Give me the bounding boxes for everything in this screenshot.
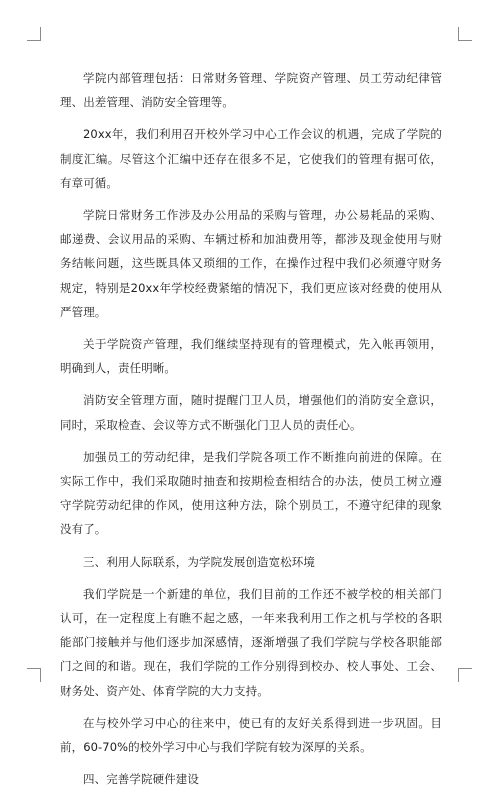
crop-mark-bottom-right <box>458 668 472 682</box>
paragraph-internal-management: 学院内部管理包括：日常财务管理、学院资产管理、员工劳动纪律管理、出差管理、消防安全管理等。 <box>60 71 442 110</box>
paragraph-learning-centers: 在与校外学习中心的往来中，使已有的友好关系得到进一步巩固。目前，60-70%的校外学习中心与我们学院有较为深厚的关系。 <box>60 715 442 755</box>
crop-mark-top-right <box>458 27 472 41</box>
document-body <box>60 66 442 799</box>
crop-mark-bottom-left <box>27 668 41 682</box>
paragraph-asset-management: 关于学院资产管理，我们继续坚持现有的管理模式，先入帐再领用，明确到人，责任明晰。 <box>60 337 442 376</box>
paragraph-fire-safety: 消防安全管理方面，随时提醒门卫人员，增强他们的消防安全意识，同时，采取检查、会议等方式不断强化门卫人员的责任心。 <box>60 393 442 432</box>
paragraph-finance-management: 学院日常财务工作涉及办公用品的采购与管理，办公易耗品的采购、邮递费、会议用品的采购、车辆过桥和加油费用等，都涉及现金使用与财务结帐问题，这些既具体又琐细的工作，在操作过程中我们必须遵守财务规定，特别是20xx年学校经费紧缩的情况下，我们更应该对经费的使用从严管理。 <box>60 208 442 319</box>
paragraph-rules-compilation: 20xx年，我们利用召开校外学习中心工作会议的机遇，完成了学院的制度汇编。尽管这个汇编中还存在很多不足，它使我们的管理有据可依，有章可循。 <box>60 127 442 190</box>
section-heading-3: 三、利用人际联系，为学院发展创造宽松环境 <box>83 554 315 569</box>
section-heading-4: 四、完善学院硬件建设 <box>83 772 199 787</box>
paragraph-labor-discipline: 加强员工的劳动纪律，是我们学院各项工作不断推向前进的保障。在实际工作中，我们采取随时抽查和按期检查相结合的办法，使员工树立遵守学院劳动纪律的作风，使用这种方法，除个别员工，不遵守纪律的现象没有了。 <box>60 449 442 537</box>
paragraph-relations: 我们学院是一个新建的单位，我们目前的工作还不被学校的相关部门认可，在一定程度上有瞧不起之感，一年来我利用工作之机与学校的各职能部门接触并与他们逐步加深感情，逐渐增强了我们学院与学校各职能部门之间的和谐。现在，我们学院的工作分别得到校办、校人事处、工会、财务处、资产处、体育学院的大力支持。 <box>60 586 442 698</box>
crop-mark-top-left <box>27 27 41 41</box>
